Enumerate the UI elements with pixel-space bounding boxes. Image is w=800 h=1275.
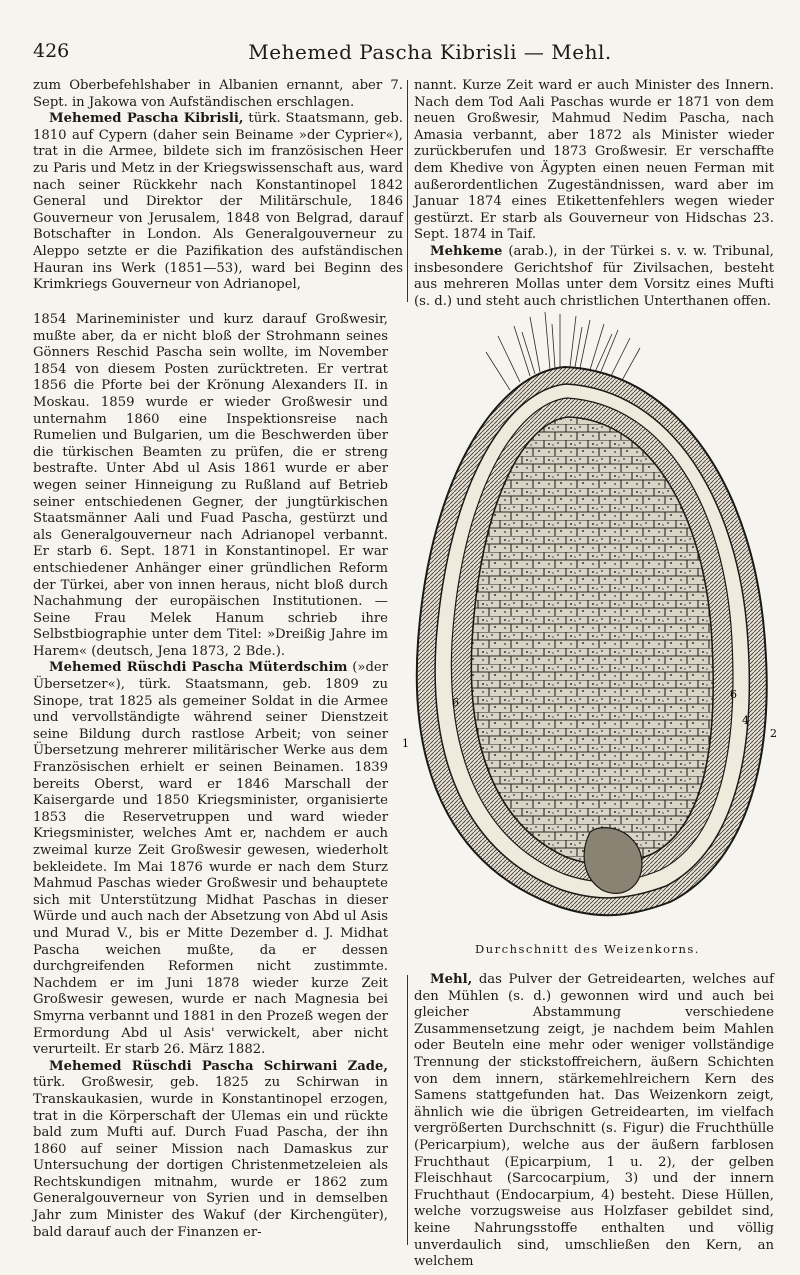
figure-label: 1 <box>402 737 409 750</box>
entry-text: türk. Staatsmann, geb. 1810 auf Cypern (daher sein Beiname »der Cyprier«), trat in die Armee, bildete sich im französischen Heer zu Paris und Metz in der Kriegswissenschaft aus, ward nach seiner Rückkehr nach Konstantinopel 1842 General und Direktor der Militärschule, 1846 Gouverneur von Jerusalem, 1848 von Belgrad, darauf Botschafter in London. Als Generalgouverneur zu Aleppo setzte er die Pazifikation des aufständischen Hauran ins Werk (1851—53), ward bei Beginn des Krimkriegs Gouverneur von Adrianopel, <box>33 111 403 293</box>
entry-kibrisli <box>33 111 403 294</box>
entry-mehkeme <box>414 244 774 310</box>
left-column-upper <box>33 78 403 294</box>
entry-rueschdi-mueterdschim <box>33 660 388 1058</box>
entry-text: das Pulver der Getreidearten, welches auf den Mühlen (s. d.) gewonnen wird und auch bei gleicher Abstammung verschiedene Zusammensetzung zeigt, je nachdem beim Mahlen oder Beuteln eine mehr oder weniger vollständige Trennung der stickstoffreichern, äußern Schichten von dem innern, stärkemehlreichern Kern des Samens stattgefunden hat. Das Weizenkorn zeigt, ähnlich wie die übrigen Getreidearten, im vielfach vergrößerten Durchschnitt (s. Figur) die Fruchthülle (Pericarpium), welche aus der äußern farblosen Fruchthaut (Epicarpium, 1 u. 2), der gelben Fleischhaut (Sarcocarpium, 3) und der innern Fruchthaut (Endocarpium, 4) besteht. Diese Hüllen, welche vorzugsweise aus Holzfaser gebildet sind, keine Nahrungsstoffe enthalten und völlig unverdaulich sind, umschließen den Kern, an welchem <box>414 972 774 1270</box>
column-divider <box>407 975 408 1245</box>
entry-text-continued: 1854 Marineminister und kurz darauf Großwesir, mußte aber, da er nicht bloß der Strohmann seines Gönners Reschid Pascha sein wollte, im November 1854 von diesem Posten zurücktreten. Er vertrat 1856 die Pforte bei der Krönung Alexanders II. in Moskau. 1859 wurde er wieder Großwesir und unternahm 1860 eine Inspektionsreise nach Rumelien und Bulgarien, um die Beschwerden über die türkischen Beamten zu prüfen, die er streng bestrafte. Unter Abd ul Asis 1861 wurde er aber wegen seiner Hinneigung zu Rußland auf Betrieb seiner entschiedenen Gegner, der jungtürkischen Staatsmänner Aali und Fuad Pascha, gestürzt und als Generalgouverneur nach Adrianopel verbannt. Er starb 6. Sept. 1871 in Konstantinopel. Er war entschiedener Anhänger einer gründlichen Reform der Türkei, aber von innen heraus, nicht bloß durch Nachahmung der europäischen Institutionen. — Seine Frau Melek Hanum schrieb ihre Selbstbiographie unter dem Titel: »Dreißig Jahre im Harem« (deutsch, Jena 1873, 2 Bde.). <box>33 312 388 659</box>
wheat-grain-illustration <box>390 312 785 937</box>
figure-label: 2 <box>770 727 777 740</box>
entry-text: (»der Übersetzer«), türk. Staatsmann, geb. 1809 zu Sinope, trat 1825 als gemeiner Soldat in die Armee und vervollständigte während seiner Dienstzeit seine Bildung durch rastlose Arbeit; von seiner Übersetzung mehrerer militärischer Werke aus dem Französischen erhielt er seinen Beinamen. 1839 bereits Oberst, ward er 1846 Marschall der Kaisergarde und 1850 Kriegsminister, organisierte 1853 die Reservetruppen und ward wieder Kriegsminister, welches Amt er, nachdem er auch zweimal kurze Zeit Großwesir gewesen, wiederholt bekleidete. Im Mai 1876 wurde er nach dem Sturz Mahmud Paschas wieder Großwesir und behauptete sich mit Unterstützung Midhat Paschas in dieser Würde und auch nach der Absetzung von Abd ul Asis und Murad V., bis er Mitte Dezember d. J. Midhat Pascha weichen mußte, da er dessen durchgreifenden Reformen nicht zustimmte. Nachdem er im Juni 1878 wieder kurze Zeit Großwesir gewesen, wurde er nach Magnesia bei Smyrna verbannt und 1881 in den Prozeß wegen der Ermordung Abd ul Asis' verwickelt, aber nicht verurteilt. Er starb 26. März 1882. <box>33 660 388 1058</box>
running-title: Mehemed Pascha Kibrisli — Mehl. <box>248 40 612 64</box>
page-number: 426 <box>33 40 70 62</box>
headword-kibrisli: Mehemed Pascha Kibrisli, <box>49 111 244 127</box>
entry-text: türk. Großwesir, geb. 1825 zu Schirwan in Transkaukasien, wurde in Konstantinopel erzogen, trat in die Körperschaft der Ulemas ein und rückte bald zum Mufti auf. Durch Fuad Pascha, der ihn 1860 auf seiner Mission nach Damaskus zur Untersuchung der dortigen Christenmetzeleien als Rechtskundigen mitnahm, wurde er 1862 zum Generalgouverneur von Syrien und in demselben Jahr zum Minister des Wakuf (der Kirchengüter), bald darauf auch der Finanzen er- <box>33 1075 388 1240</box>
figure-caption: Durchschnitt des Weizenkorns. <box>475 942 700 956</box>
continuation-text: nannt. Kurze Zeit ward er auch Minister des Innern. Nach dem Tod Aali Paschas wurde er 1871 von dem neuen Großwesir, Mahmud Nedim Pascha, nach Amasia verbannt, aber 1872 als Minister wieder zurückberufen und 1873 Großwesir. Er verschaffte dem Khedive von Ägypten einen neuen Ferman mit außerordentlichen Zugeständnissen, ward aber im Januar 1874 eines Etikettenfehlers wegen wieder gestürzt. Er starb als Gouverneur von Hidschas 23. Sept. 1874 in Taif. <box>414 78 774 243</box>
continuation-text: zum Oberbefehlshaber in Albanien ernannt, aber 7. Sept. in Jakowa von Aufständischen erschlagen. <box>33 78 403 110</box>
figure-label: 6 <box>730 688 737 701</box>
headword-rueschdi-mueterdschim: Mehemed Rüschdi Pascha Müterdschim <box>49 660 348 676</box>
left-column-lower <box>33 312 388 1241</box>
headword-mehl: Mehl, <box>430 972 473 987</box>
entry-rueschdi-schirwani <box>33 1059 388 1242</box>
figure-label: 6 <box>452 696 459 709</box>
headword-mehkeme: Mehkeme <box>430 243 503 259</box>
entry-text: (arab.), in der Türkei s. v. w. Tribunal, insbesondere Gerichtshof für Zivilsachen, besteht aus mehreren Mollas unter dem Vorsitz eines Mufti (s. d.) und steht auch christlichen Unterthanen offen. <box>414 243 774 309</box>
headword-rueschdi-schirwani: Mehemed Rüschdi Pascha Schirwani Zade, <box>49 1058 388 1074</box>
column-divider <box>407 80 408 302</box>
figure-label: 4 <box>742 714 749 727</box>
right-column-lower <box>414 972 774 1271</box>
right-column-upper <box>414 78 774 310</box>
entry-mehl <box>414 972 774 1271</box>
